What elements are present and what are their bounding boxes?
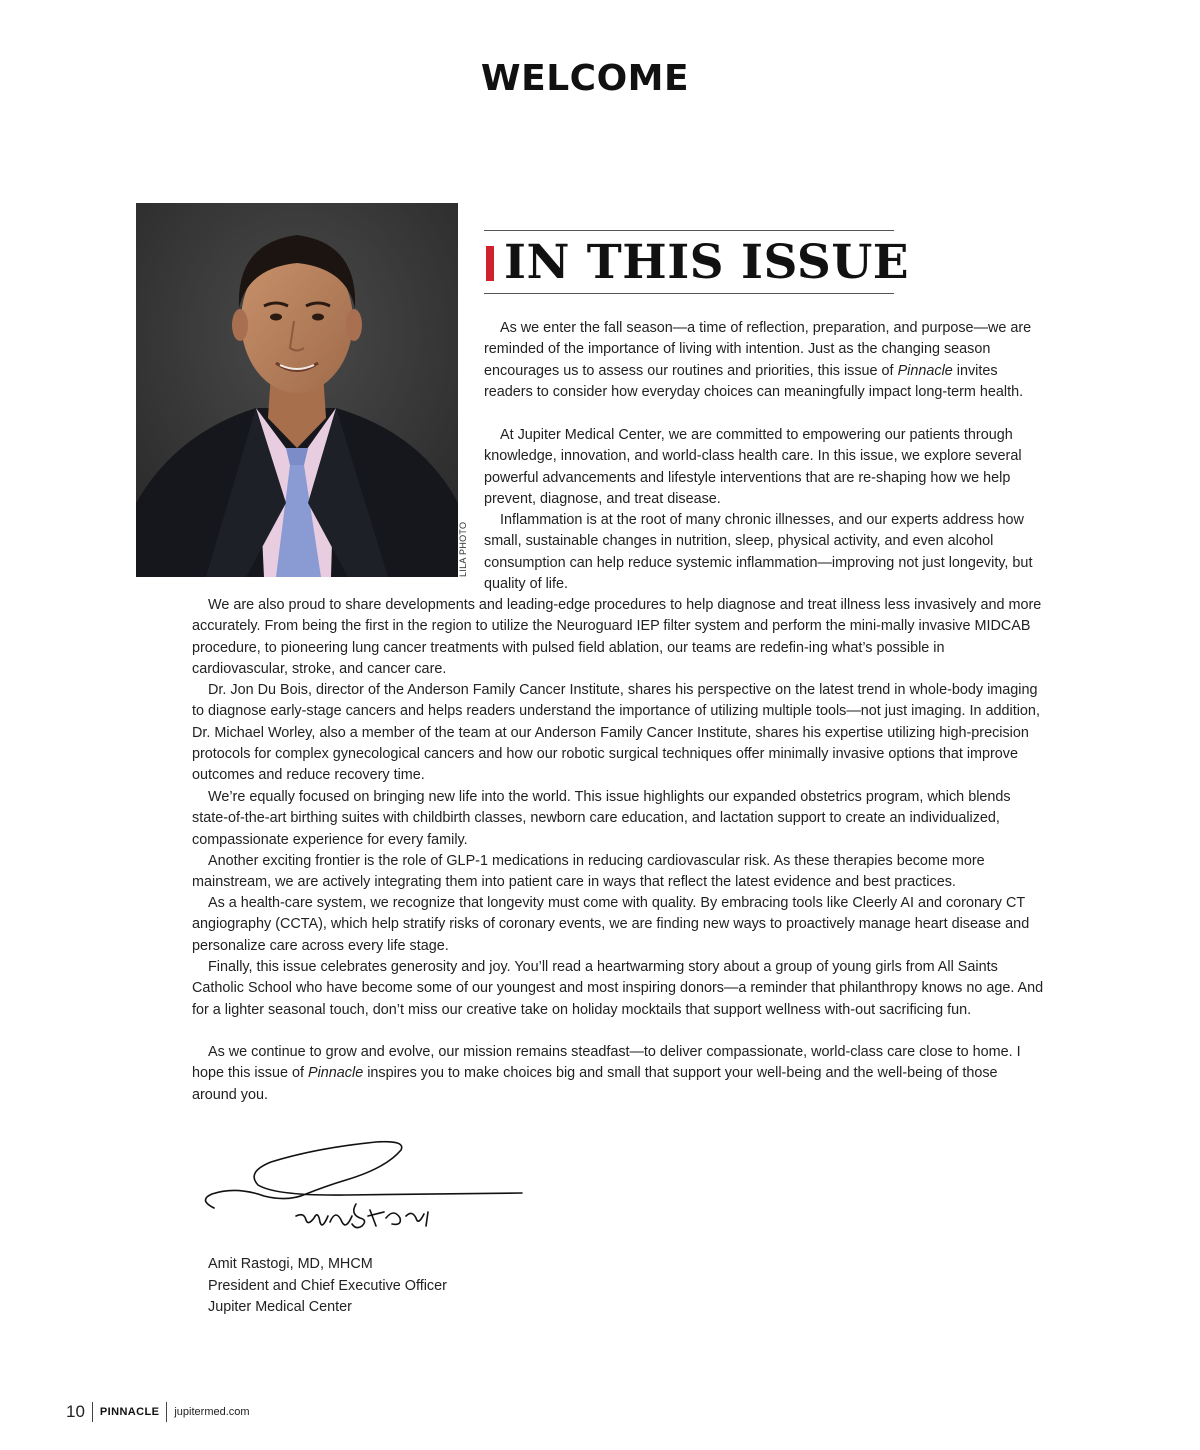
paragraph: Inflammation is at the root of many chronic illnesses, and our experts address how small, sustainable changes in nutrition, sleep, physical activity, and even alcohol consumption can help reduce systemic inflammation—improving not just longevity, but quality of life. [484, 512, 1033, 592]
portrait-photo [136, 203, 458, 577]
paragraph: Another exciting frontier is the role of GLP-1 medications in reducing cardiovascular risk. As these therapies become more mainstream, we are actively integrating them into patient care in ways that reflect the latest evidence and best practices. [192, 853, 985, 891]
page-number: 10 [66, 1402, 85, 1421]
signature-image [196, 1130, 536, 1240]
paragraph: At Jupiter Medical Center, we are committed to empowering our patients through knowledge, innovation, and world-class health care. In this issue, we explore several powerful advancements and lifestyle interventions that are re-shaping how we help prevent, diagnose, and treat disease. [484, 427, 1022, 507]
paragraph: As we enter the fall season—a time of reflection, preparation, and purpose—we are reminded of the importance of living with intention. Just as the changing season encourages us to assess our routines and priorities, this issue of Pinnacle invites readers to consider how everyday choices can meaningfully impact long-term health. [484, 320, 1032, 400]
paragraph: We are also proud to share developments and leading-edge procedures to help diagnose and treat illness less invasively and more accurately. From being the first in the region to utilize the Neuroguard IEP filter system and perform the mini-mally invasive MIDCAB procedure, to pioneering lung cancer treatments with pulsed field ablation, our teams are redefin-ing what’s possible in cardiovascular, stroke, and cancer care. [192, 597, 1042, 677]
photo-credit: LILA PHOTO [458, 521, 468, 577]
paragraph: Dr. Jon Du Bois, director of the Anderson Family Cancer Institute, shares his perspective on the latest trend in whole-body imaging to diagnose early-stage cancers and helps readers understand the importance of utilizing multiple tools—not just imaging. In addition, Dr. Michael Worley, also a member of the team at our Anderson Family Cancer Institute, shares his expertise utilizing high-precision protocols for complex gynecological cancers and how our robotic surgical techniques offer minimally invasive options that improve outcomes and reduce recovery time. [192, 682, 1040, 784]
footer-divider [92, 1402, 93, 1422]
signoff-organization: Jupiter Medical Center [208, 1299, 352, 1315]
section-header [484, 230, 910, 294]
signoff-block [208, 1254, 608, 1319]
section-title: IN THIS ISSUE [504, 235, 910, 290]
magazine-name: PINNACLE [99, 1406, 160, 1418]
accent-bar [486, 246, 494, 281]
paragraph: As a health-care system, we recognize that longevity must come with quality. By embracing tools like Cleerly AI and coronary CT angiography (CCTA), which help stratify risks of coronary events, we are finding new ways to proactively manage heart disease and personalize care across every life stage. [192, 895, 1030, 954]
footer-divider [166, 1402, 167, 1422]
signoff-role: President and Chief Executive Officer [208, 1277, 447, 1294]
paragraph: As we continue to grow and evolve, our mission remains steadfast—to deliver compassionate, world-class care close to home. I hope this issue of Pinnacle inspires you to make choices big and small that support your well-being and the well-being of those around you. [192, 1044, 1021, 1103]
signoff-name: Amit Rastogi, MD, MHCM [208, 1256, 373, 1272]
paragraph: Finally, this issue celebrates generosity and joy. You’ll read a heartwarming story about a group of young girls from All Saints Catholic School who have become some of our youngest and most inspiring donors—a reminder that philanthropy knows no age. And for a lighter seasonal touch, don’t miss our creative take on holiday mocktails that support wellness with-out sacrificing fun. [192, 959, 1044, 1018]
page-footer [66, 1401, 250, 1423]
website-link[interactable]: jupitermed.com [174, 1406, 250, 1418]
page-title: WELCOME [480, 58, 690, 99]
paragraph: We’re equally focused on bringing new life into the world. This issue highlights our expanded obstetrics program, which blends state-of-the-art birthing suites with childbirth classes, newborn care education, and lactation support to create an individualized, compassionate experience for every family. [192, 789, 1011, 848]
